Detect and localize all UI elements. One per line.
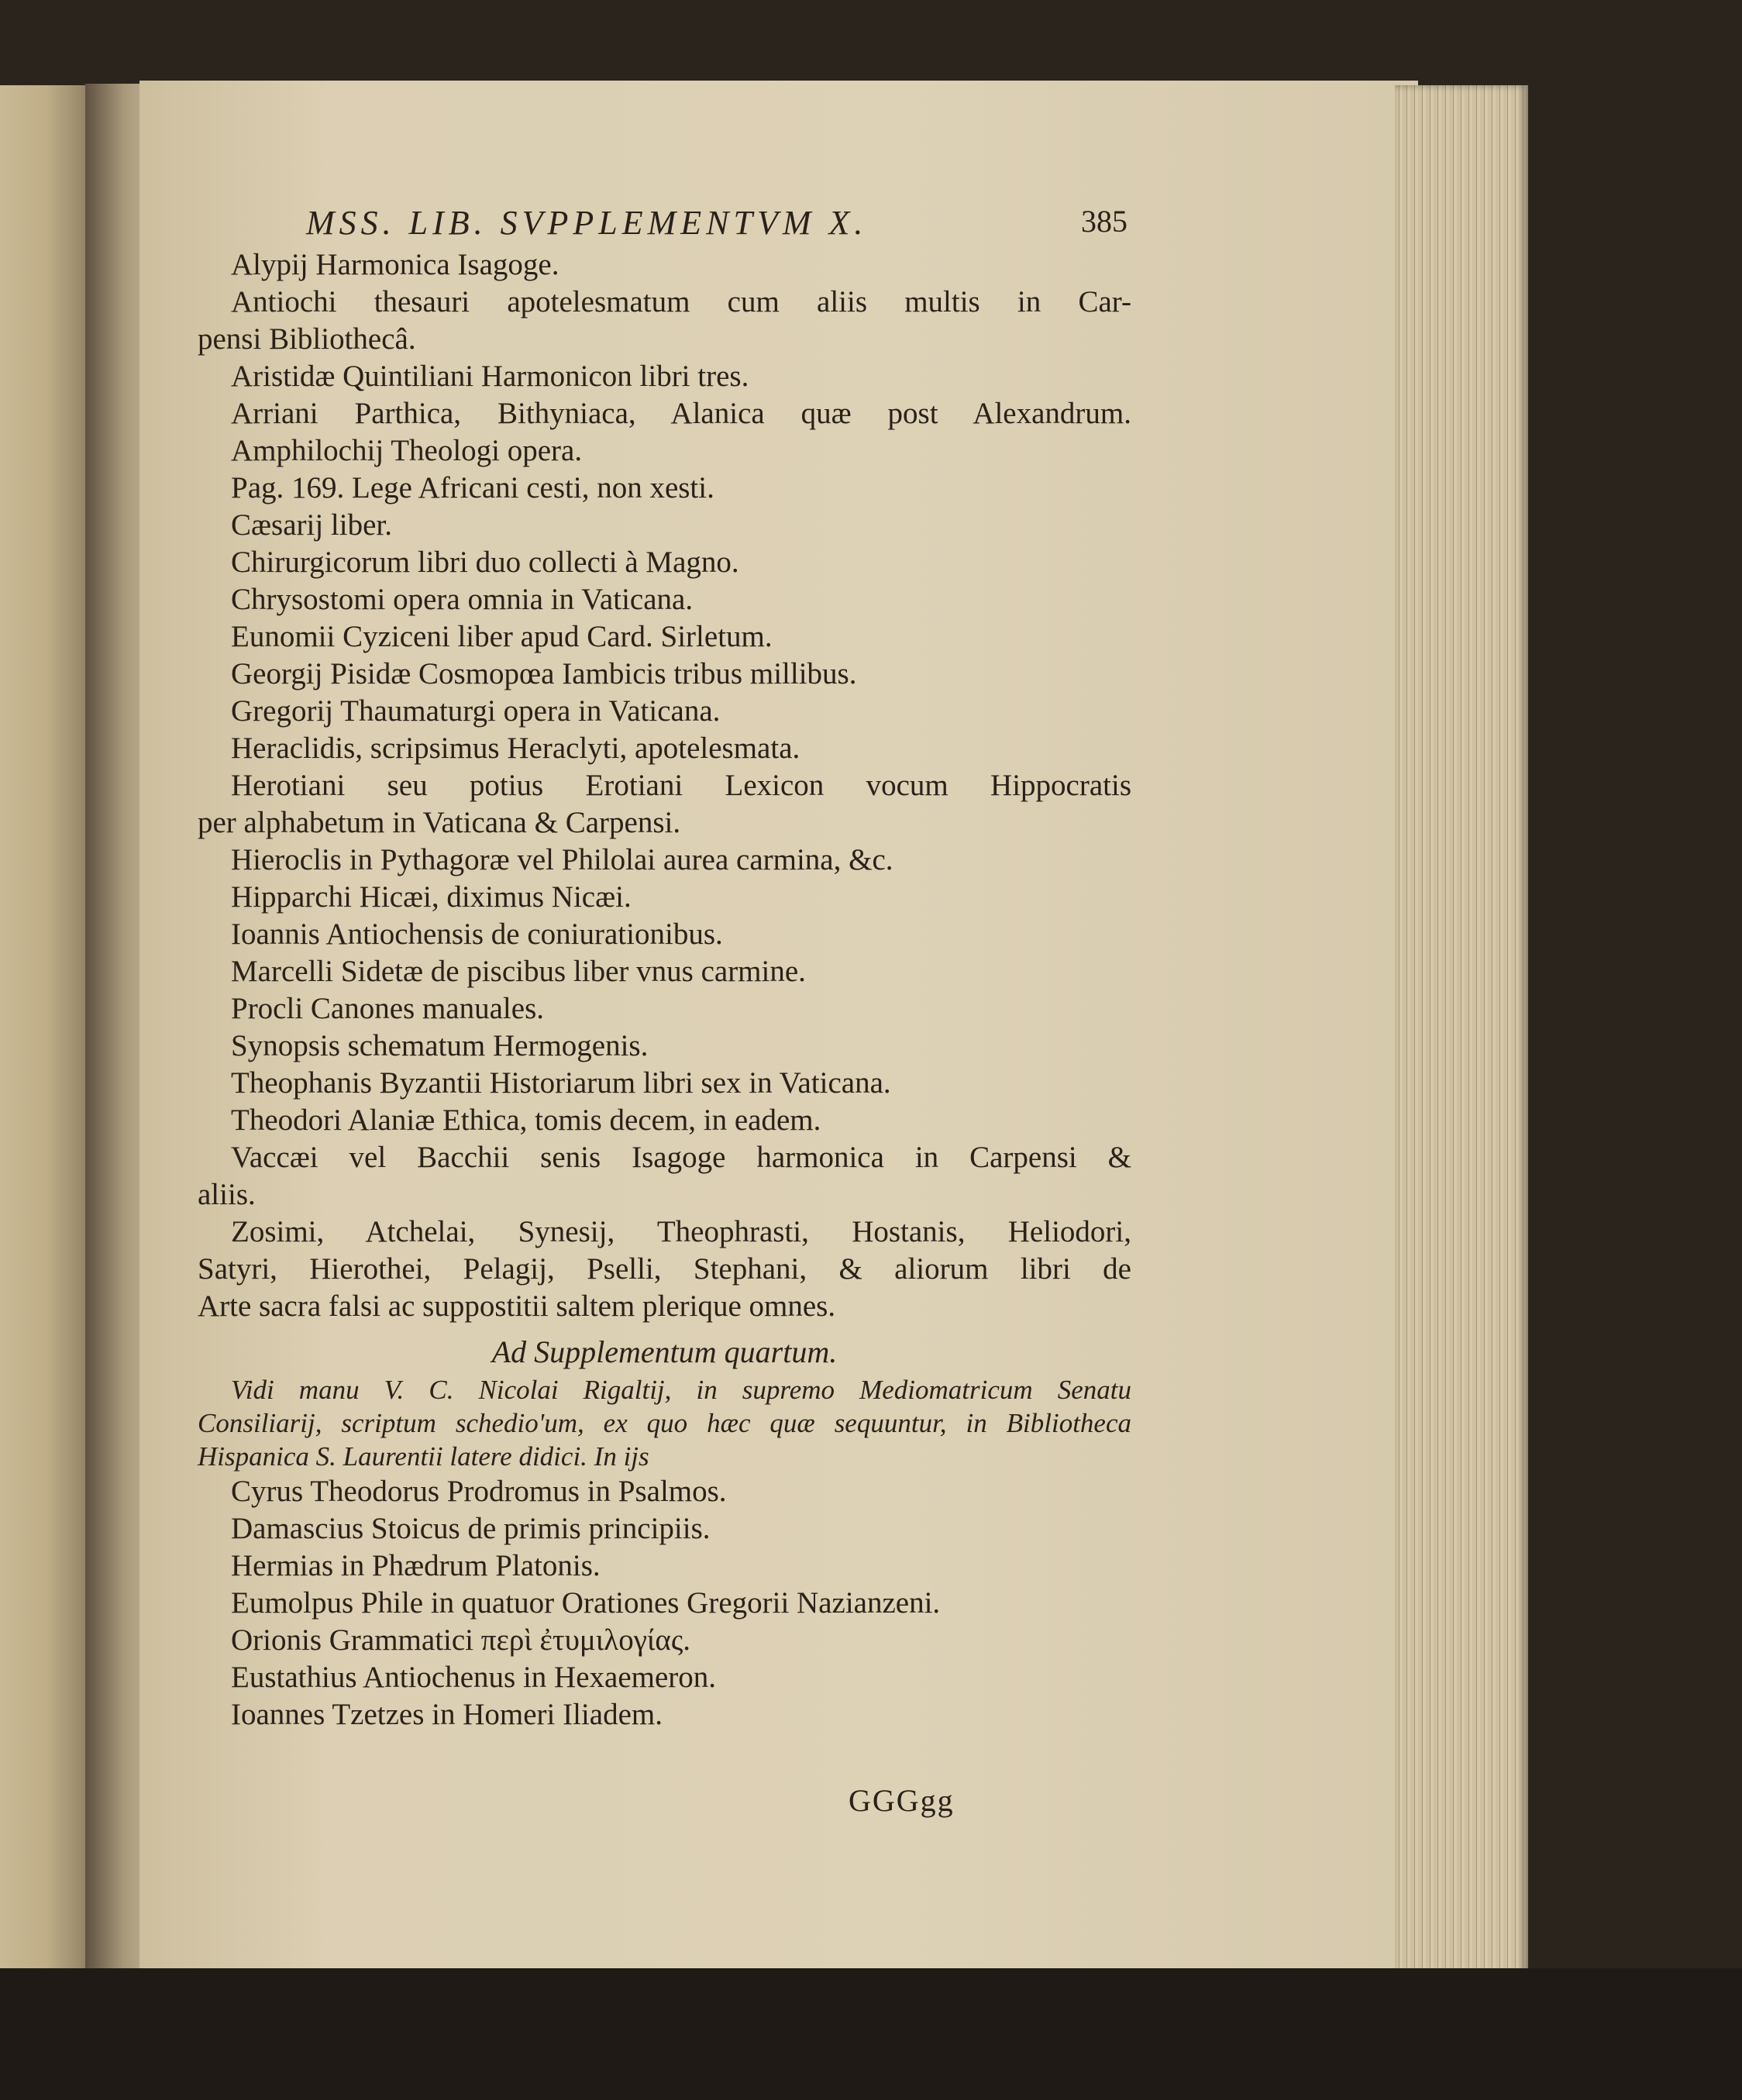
text-line: Cyrus Theodorus Prodromus in Psalmos.: [231, 1475, 727, 1508]
text-line: Hieroclis in Pythagoræ vel Philolai aurea carmina, &c.: [231, 843, 893, 876]
text-line: Theodori Alaniæ Ethica, tomis decem, in eadem.: [231, 1103, 821, 1137]
running-head: MSS. LIB. SVPPLEMENTVM X.: [306, 204, 868, 242]
text-line: Vaccæi vel Bacchii senis Isagoge harmonica in Carpensi &: [231, 1141, 1131, 1174]
text-line: Zosimi, Atchelai, Synesij, Theophrasti, Hostanis, Heliodori,: [231, 1215, 1131, 1248]
text-line: Alypij Harmonica Isagoge.: [231, 248, 559, 281]
page-body: [198, 246, 1131, 1733]
text-line: pensi Bibliothecâ.: [198, 322, 416, 356]
catchword: GGGgg: [849, 1783, 955, 1818]
text-line: Cæsarij liber.: [231, 508, 392, 542]
page-number: 385: [1081, 204, 1127, 239]
text-line: Hispanica S. Laurentii latere didici. In ijs: [198, 1441, 649, 1472]
section-heading: Ad Supplementum quartum.: [491, 1334, 838, 1369]
text-line: Pag. 169. Lege Africani cesti, non xesti.: [231, 471, 714, 504]
text-line: Eumolpus Phile in quatuor Orationes Gregorii Nazianzeni.: [231, 1586, 941, 1620]
text-line: Consiliarij, scriptum schedio'um, ex quo hæc quæ sequuntur, in Bibliotheca: [198, 1408, 1131, 1438]
facing-left-page: [0, 85, 93, 1976]
text-line: Synopsis schematum Hermogenis.: [231, 1029, 649, 1062]
text-line: Georgij Pisidæ Cosmopœa Iambicis tribus millibus.: [231, 657, 857, 690]
page-edges: [1395, 85, 1528, 1976]
text-line: Eustathius Antiochenus in Hexaemeron.: [231, 1661, 717, 1694]
text-line: Vidi manu V. C. Nicolai Rigaltij, in supremo Mediomatricum Senatu: [231, 1375, 1131, 1405]
text-line: Arriani Parthica, Bithyniaca, Alanica quæ post Alexandrum.: [231, 397, 1131, 430]
text-line: Aristidæ Quintiliani Harmonicon libri tres.: [231, 360, 749, 393]
text-line: Arte sacra falsi ac suppostitii saltem plerique omnes.: [198, 1289, 836, 1323]
text-line: aliis.: [198, 1178, 256, 1211]
text-line: Gregorij Thaumaturgi opera in Vaticana.: [231, 694, 721, 728]
text-line: Chirurgicorum libri duo collecti à Magno.: [231, 546, 739, 579]
text-line: Damascius Stoicus de primis principiis.: [231, 1512, 711, 1545]
text-line: Procli Canones manuales.: [231, 992, 544, 1025]
text-line: Orionis Grammatici περὶ ἐτυμιλογίας.: [231, 1623, 691, 1657]
text-line: Eunomii Cyziceni liber apud Card. Sirletum.: [231, 620, 773, 653]
text-line: Herotiani seu potius Erotiani Lexicon vocum Hippocratis: [231, 769, 1131, 802]
text-line: Theophanis Byzantii Historiarum libri sex in Vaticana.: [231, 1066, 891, 1100]
text-line: Hermias in Phædrum Platonis.: [231, 1549, 601, 1582]
text-line: Ioannes Tzetzes in Homeri Iliadem.: [231, 1698, 663, 1731]
text-line: Ioannis Antiochensis de coniurationibus.: [231, 917, 723, 951]
text-line: Hipparchi Hicæi, diximus Nicæi.: [231, 880, 632, 914]
text-line: Satyri, Hierothei, Pelagij, Pselli, Stephani, & aliorum libri de: [198, 1252, 1131, 1286]
text-line: Marcelli Sidetæ de piscibus liber vnus carmine.: [231, 955, 806, 988]
text-line: Heraclidis, scripsimus Heraclyti, apotelesmata.: [231, 732, 800, 765]
text-line: Chrysostomi opera omnia in Vaticana.: [231, 583, 694, 616]
text-line: per alphabetum in Vaticana & Carpensi.: [198, 806, 681, 839]
text-line: Antiochi thesauri apotelesmatum cum aliis multis in Car-: [231, 285, 1131, 318]
background-shadow: [0, 1968, 1742, 2100]
text-line: Amphilochij Theologi opera.: [231, 434, 583, 467]
